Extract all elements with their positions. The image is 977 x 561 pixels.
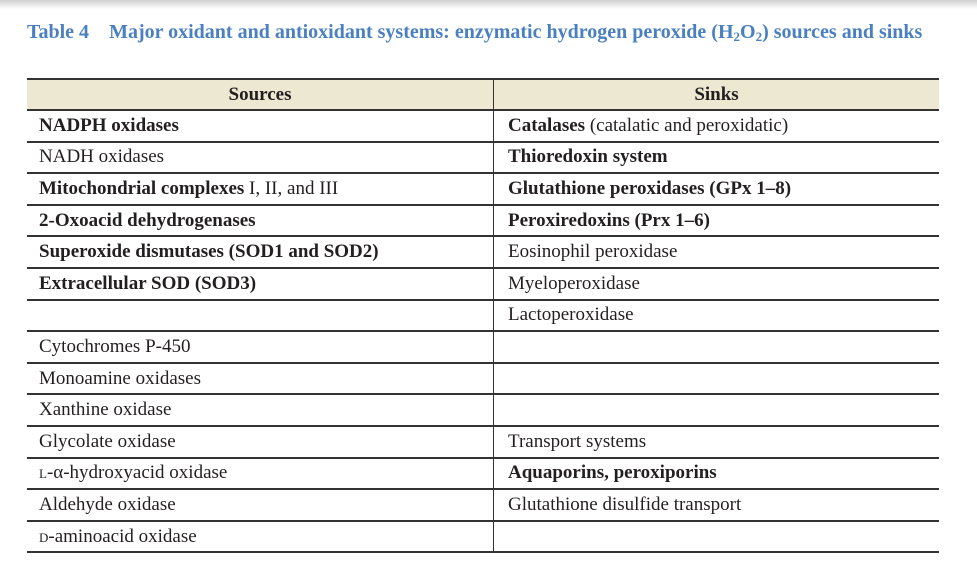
sink-cell xyxy=(494,458,940,490)
table-row xyxy=(27,205,939,237)
sink-cell xyxy=(494,363,940,395)
table-row xyxy=(27,236,939,268)
source-cell xyxy=(27,236,494,268)
table-row xyxy=(27,110,939,142)
cell-text: Transport systems xyxy=(508,430,647,452)
cell-bold-text: Mitochondrial complexes xyxy=(39,177,245,199)
source-cell xyxy=(27,521,494,553)
table-caption xyxy=(27,17,947,47)
source-cell xyxy=(27,110,494,142)
table-row xyxy=(27,394,939,426)
source-cell xyxy=(27,173,494,205)
source-cell xyxy=(27,205,494,237)
cell-text: Lactoperoxidase xyxy=(508,304,634,326)
small-caps-prefix: d xyxy=(39,525,49,547)
sink-cell xyxy=(494,173,940,205)
header-sources: Sources xyxy=(27,79,494,110)
cell-text: Xanthine oxidase xyxy=(39,399,172,421)
source-cell xyxy=(27,363,494,395)
table-row xyxy=(27,173,939,205)
cell-text: Eosinophil peroxidase xyxy=(508,241,678,263)
cell-text: NADH oxidases xyxy=(39,146,165,168)
sink-cell xyxy=(494,268,940,300)
cell-text: Monoamine oxidases xyxy=(39,367,202,389)
cell-bold-text: NADPH oxidases xyxy=(39,114,179,136)
header-row xyxy=(27,79,939,110)
source-cell xyxy=(27,142,494,174)
table-row xyxy=(27,331,939,363)
source-cell xyxy=(27,300,494,332)
top-shadow xyxy=(0,0,977,9)
sink-cell xyxy=(494,521,940,553)
cell-text: Aldehyde oxidase xyxy=(39,493,176,515)
sink-cell xyxy=(494,394,940,426)
cell-text: -α-hydroxyacid oxidase xyxy=(46,462,228,484)
table-row xyxy=(27,426,939,458)
cell-bold-text: 2-Oxoacid dehydrogenases xyxy=(39,209,256,231)
table-row xyxy=(27,489,939,521)
cell-bold-text: Superoxide dismutases (SOD1 and SOD2) xyxy=(39,241,379,263)
sink-cell xyxy=(494,110,940,142)
table-label: Table 4 xyxy=(27,21,90,43)
sink-cell xyxy=(494,426,940,458)
cell-bold-text: Peroxiredoxins (Prx 1–6) xyxy=(508,209,710,231)
sink-cell xyxy=(494,142,940,174)
sink-cell xyxy=(494,300,940,332)
cell-text: Cytochromes P-450 xyxy=(39,335,191,357)
source-cell xyxy=(27,331,494,363)
cell-text: Glutathione disulfide transport xyxy=(508,493,742,515)
cell-text: Glycolate oxidase xyxy=(39,430,176,452)
table-row xyxy=(27,521,939,553)
source-cell xyxy=(27,458,494,490)
cell-bold-text: Glutathione peroxidases (GPx 1–8) xyxy=(508,177,792,199)
table-row xyxy=(27,300,939,332)
source-cell xyxy=(27,489,494,521)
source-cell xyxy=(27,268,494,300)
caption-title: Major oxidant and antioxidant systems: enzymatic hydrogen peroxide $(H_2O_2)$ sources and sinks xyxy=(109,21,923,44)
cell-text: (catalatic and peroxidatic) xyxy=(585,114,789,136)
cell-bold-text: Catalases xyxy=(508,114,586,136)
header-sinks: Sinks xyxy=(494,79,940,110)
source-cell xyxy=(27,394,494,426)
sink-cell xyxy=(494,205,940,237)
sink-cell xyxy=(494,489,940,521)
sink-cell xyxy=(494,236,940,268)
sink-cell xyxy=(494,331,940,363)
source-cell xyxy=(27,426,494,458)
cell-bold-text: Aquaporins, peroxiporins xyxy=(508,462,717,484)
table-row xyxy=(27,458,939,490)
cell-text: I, II, and III xyxy=(244,177,339,199)
small-caps-prefix: l xyxy=(39,462,47,484)
table-row xyxy=(27,268,939,300)
sources-sinks-table xyxy=(27,78,939,553)
cell-bold-text: Extracellular SOD (SOD3) xyxy=(39,272,257,294)
table-row xyxy=(27,363,939,395)
cell-text: -aminoacid oxidase xyxy=(48,525,197,547)
cell-text: Myeloperoxidase xyxy=(508,272,640,294)
table-row xyxy=(27,142,939,174)
cell-bold-text: Thioredoxin system xyxy=(508,146,668,168)
